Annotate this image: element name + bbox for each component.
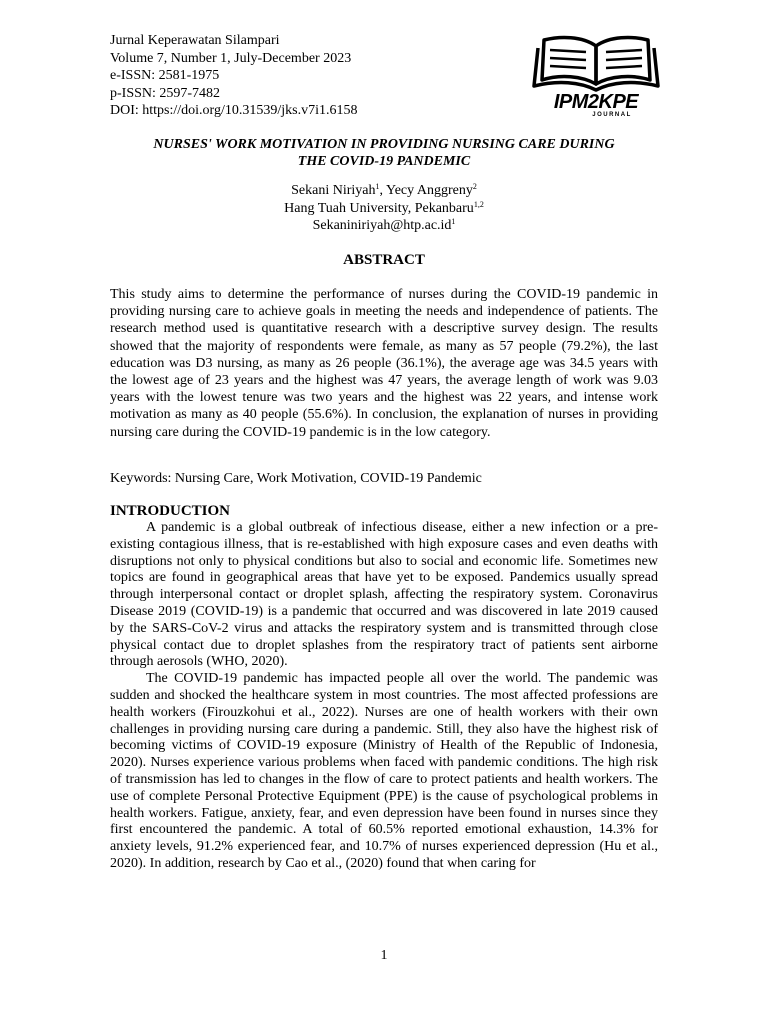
journal-logo — [530, 34, 662, 118]
introduction-paragraph-2: The COVID-19 pandemic has impacted people all over the world. The pandemic was sudden and shocked the healthcare system in most countries. The most affected professions are health workers (Firouzkohui et al., 2022). Nurses are one of health workers with their own challenges in providing nursing care during a pandemic. Still, they also have the highest risk of becoming victims of COVID-19 exposure (Ministry of Health of the Republic of Indonesia, 2020). Nurses experience various problems when faced with pandemic conditions. The high risk of transmission has led to changes in the flow of care to protect patients and health workers. The use of complete Personal Protective Equipment (PPE) is the cause of psychological problems in health workers. Fatigue, anxiety, fear, and even depression have been found in nurses since they first encountered the pandemic. A total of 60.5% reported emotional exhaustion, 14.3% for anxiety levels, 91.2% experienced fear, and 10.7% of nurses experienced depression (Hu et al., 2020). In addition, research by Cao et al., (2020) found that when caring for — [110, 671, 658, 871]
journal-eissn: e-ISSN: 2581-1975 — [110, 68, 220, 84]
paper-title — [110, 136, 658, 170]
journal-header — [110, 32, 357, 120]
email-address[interactable]: Sekaniniriyah@htp.ac.id — [312, 218, 452, 233]
abstract-text: This study aims to determine the performance of nurses during the COVID-19 pandemic in providing nursing care to achieve goals in meeting the needs and independence of patients. The research method used is quantitative research with a descriptive survey design. The results showed that the majority of respondents were female, as many as 57 people (79.2%), the last education was D3 nursing, as many as 26 people (36.1%), the average age was 34.5 years with the lowest age of 23 years and the highest was 47 years, the average length of work was 9.03 years with the lowest tenure was two years and the highest was 22 years, and intense work motivation as many as 40 people (55.6%). In conclusion, the explanation of nurses in providing nursing care during the COVID-19 pandemic is in the low category. — [110, 287, 658, 440]
page-number: 1 — [380, 948, 388, 963]
introduction-body — [110, 520, 658, 873]
affiliation — [110, 200, 658, 218]
email-mark: 1 — [451, 217, 456, 226]
journal-volume: Volume 7, Number 1, July-December 2023 — [110, 50, 352, 66]
introduction-heading: INTRODUCTION — [110, 503, 231, 519]
author-names — [110, 182, 658, 200]
journal-doi[interactable]: DOI: https://doi.org/10.31539/jks.v7i1.6158 — [110, 103, 358, 119]
paper-title-line-2: THE COVID-19 PANDEMIC — [297, 154, 471, 169]
author-separator: , — [379, 183, 386, 198]
logo-text: IPM2KPE — [553, 91, 639, 113]
author-block — [110, 182, 658, 235]
abstract-heading: ABSTRACT — [343, 252, 425, 268]
author-1: Sekani Niriyah — [291, 183, 376, 198]
affiliation-name: Hang Tuah University, Pekanbaru — [284, 200, 474, 216]
author-2: Yecy Anggreny — [386, 183, 473, 198]
paper-title-line-1: NURSES' WORK MOTIVATION IN PROVIDING NURSING CARE DURING — [153, 137, 615, 152]
journal-pissn: p-ISSN: 2597-7482 — [110, 85, 221, 101]
introduction-paragraph-1: A pandemic is a global outbreak of infectious disease, either a new infection or a pre-existing contagious illness, that is re-established with high exposure cases and even deaths with disruptions not only to physical conditions but also to social and economic life. Sometimes new topics are found in geographical areas that have yet to be exposed. Pandemics usually spread through interpersonal contact or droplet splash, affecting the respiratory system. Coronavirus Disease 2019 (COVID-19) is a pandemic that occurred and was discovered in late 2019 caused by the SARS-CoV-2 virus and attacks the respiratory system and is transmitted through close physical contact due to droplet splashes from the respiratory tract of patients sent airborne through aerosols (WHO, 2020). — [110, 520, 658, 670]
author-1-affiliation-mark: 1 — [375, 182, 380, 191]
journal-name: Jurnal Keperawatan Silampari — [110, 33, 280, 48]
keywords: Keywords: Nursing Care, Work Motivation, COVID-19 Pandemic — [110, 471, 482, 486]
correspondence-email — [110, 217, 658, 235]
affiliation-mark: 1,2 — [473, 199, 484, 209]
logo-subtext: JOURNAL — [592, 112, 632, 118]
author-2-affiliation-mark: 2 — [472, 182, 477, 191]
